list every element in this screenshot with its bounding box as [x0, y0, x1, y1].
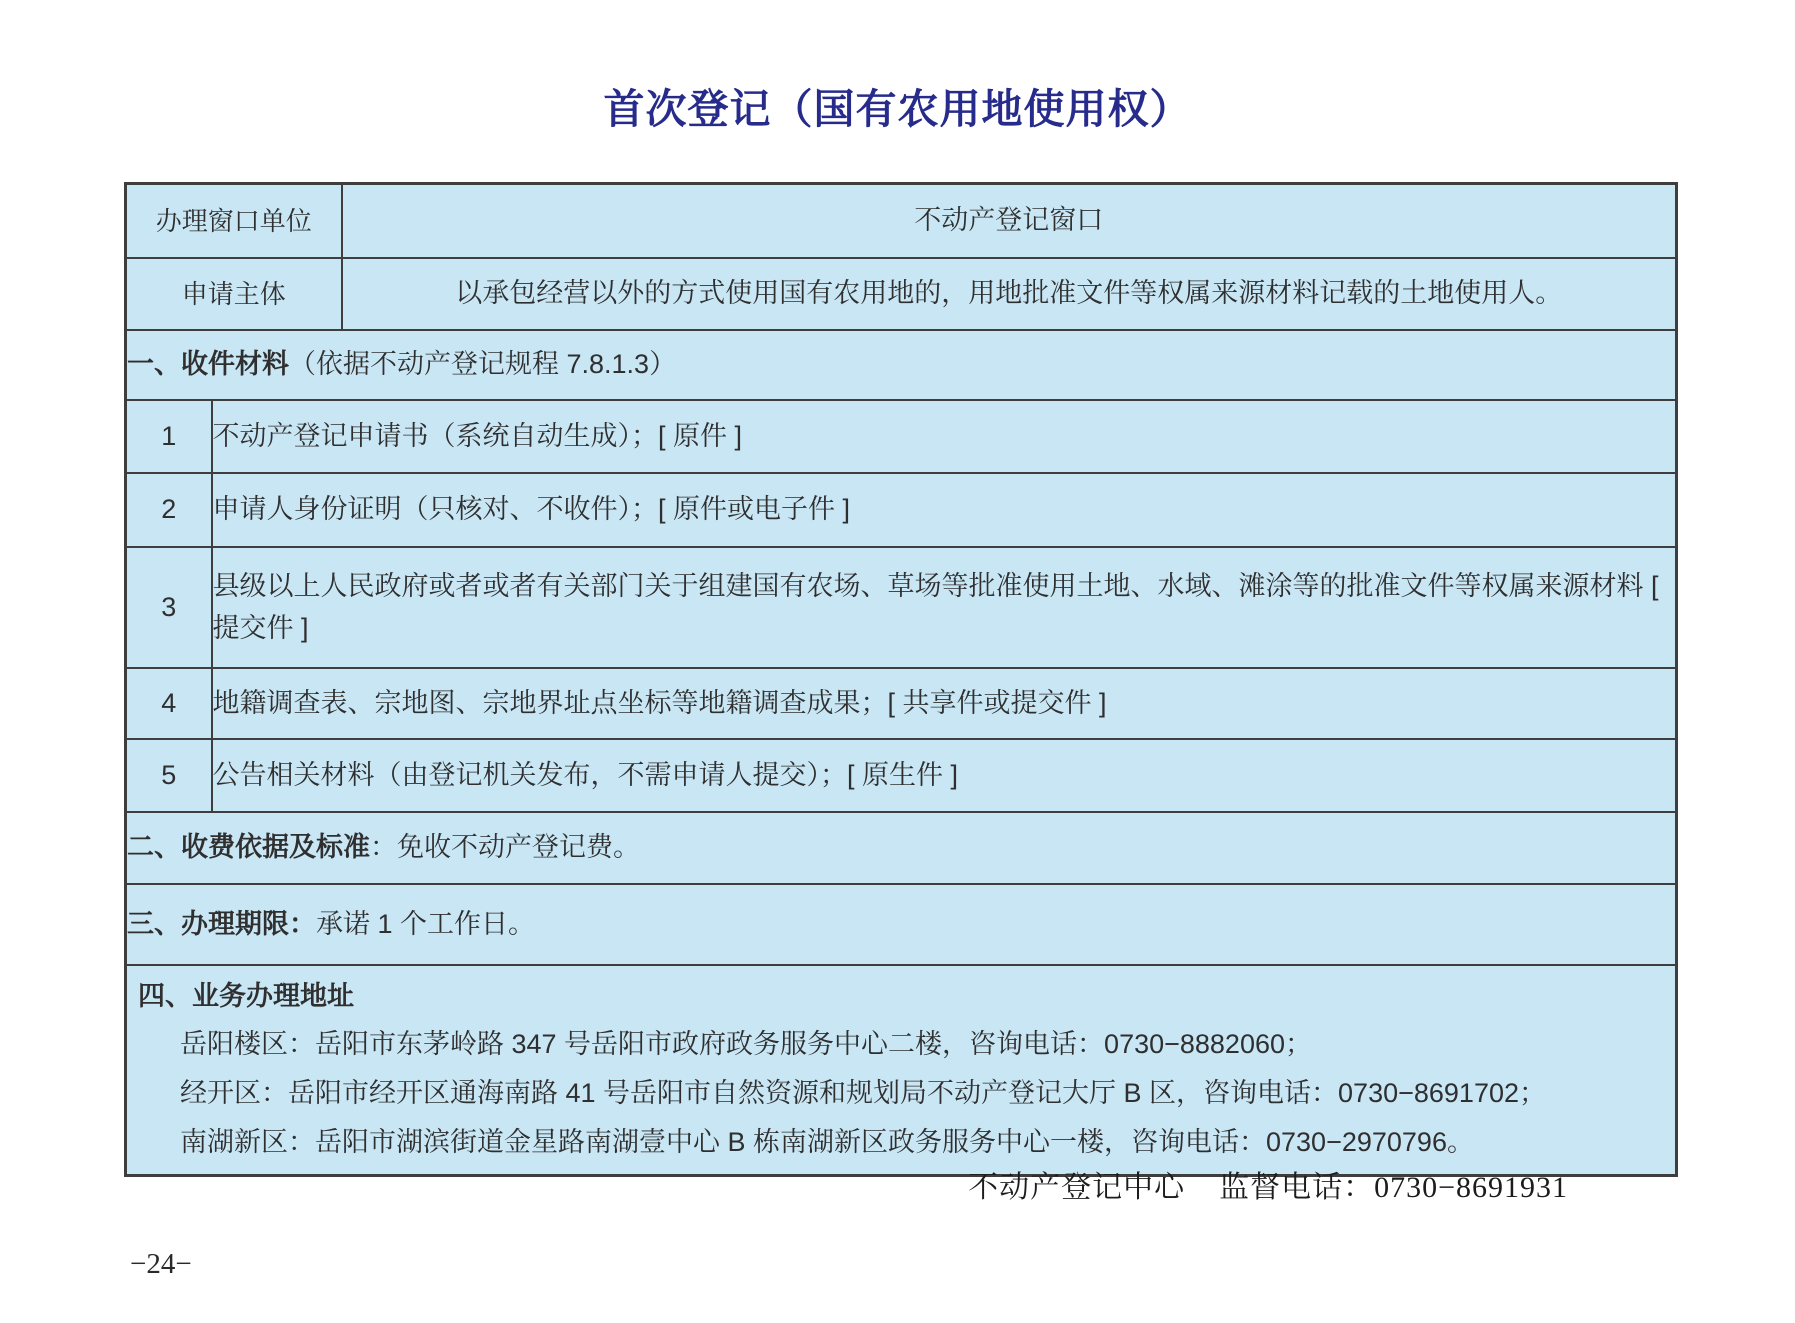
material-4-number: 4	[126, 668, 212, 739]
deadline-cell	[126, 884, 1677, 965]
applicant-label: 申请主体	[126, 258, 342, 330]
material-1-text: 不动产登记申请书（系统自动生成）；[ 原件 ]	[212, 400, 1677, 473]
materials-header-bold: 一、收件材料	[127, 349, 289, 380]
deadline-rest: 承诺 1 个工作日。	[316, 908, 536, 939]
material-4-text: 地籍调查表、宗地图、宗地界址点坐标等地籍调查成果；[ 共享件或提交件 ]	[212, 668, 1677, 739]
footer-line	[968, 1162, 1568, 1206]
section-fees	[126, 812, 1677, 884]
table-row-material-5	[126, 739, 1677, 812]
footer-org-name: 不动产登记中心	[968, 1171, 1186, 1204]
fees-cell	[126, 812, 1677, 884]
table-row-applicant	[126, 258, 1677, 330]
materials-header-rest: （依据不动产登记规程 7.8.1.3）	[289, 349, 677, 380]
table-row-material-1	[126, 400, 1677, 473]
procedure-table	[124, 182, 1678, 1177]
fees-bold: 二、收费依据及标准	[127, 832, 370, 863]
table-row-material-4	[126, 668, 1677, 739]
page-number: −24−	[130, 1248, 192, 1280]
addresses-cell	[126, 965, 1677, 1176]
table-row-material-3	[126, 547, 1677, 668]
material-1-number: 1	[126, 400, 212, 473]
applicant-value: 以承包经营以外的方式使用国有农用地的，用地批准文件等权属来源材料记载的土地使用人。	[342, 258, 1677, 330]
section-materials-header	[126, 330, 1677, 400]
addresses-title: 四、业务办理地址	[138, 981, 354, 1011]
material-3-number: 3	[126, 547, 212, 668]
table-row-material-2	[126, 473, 1677, 547]
materials-header-cell	[126, 330, 1677, 400]
window-unit-label: 办理窗口单位	[126, 184, 342, 259]
address-yueyanglou: 岳阳楼区：岳阳市东茅岭路 347 号岳阳市政府政务服务中心二楼，咨询电话：0730−8882060；	[180, 1029, 1312, 1059]
table-row-window-unit	[126, 184, 1677, 259]
address-nanhuxinqu: 南湖新区：岳阳市湖滨街道金星路南湖壹中心 B 栋南湖新区政务服务中心一楼，咨询电话：0730−2970796。	[180, 1127, 1474, 1157]
footer-supervision-phone: 监督电话：0730−8691931	[1219, 1171, 1568, 1204]
window-unit-value: 不动产登记窗口	[342, 184, 1677, 259]
fees-rest: ：免收不动产登记费。	[370, 832, 640, 863]
section-deadline	[126, 884, 1677, 965]
material-5-text: 公告相关材料（由登记机关发布，不需申请人提交）；[ 原生件 ]	[212, 739, 1677, 812]
page-title: 首次登记（国有农用地使用权）	[603, 86, 1192, 132]
material-3-text: 县级以上人民政府或者或者有关部门关于组建国有农场、草场等批准使用土地、水域、滩涂等的批准文件等权属来源材料 [ 提交件 ]	[212, 547, 1677, 668]
address-jingkaiqu: 经开区：岳阳市经开区通海南路 41 号岳阳市自然资源和规划局不动产登记大厅 B 区，咨询电话：0730−8691702；	[180, 1078, 1546, 1108]
section-addresses	[126, 965, 1677, 1176]
material-5-number: 5	[126, 739, 212, 812]
deadline-bold: 三、办理期限：	[127, 908, 316, 939]
material-2-number: 2	[126, 473, 212, 547]
material-2-text: 申请人身份证明（只核对、不收件）；[ 原件或电子件 ]	[212, 473, 1677, 547]
